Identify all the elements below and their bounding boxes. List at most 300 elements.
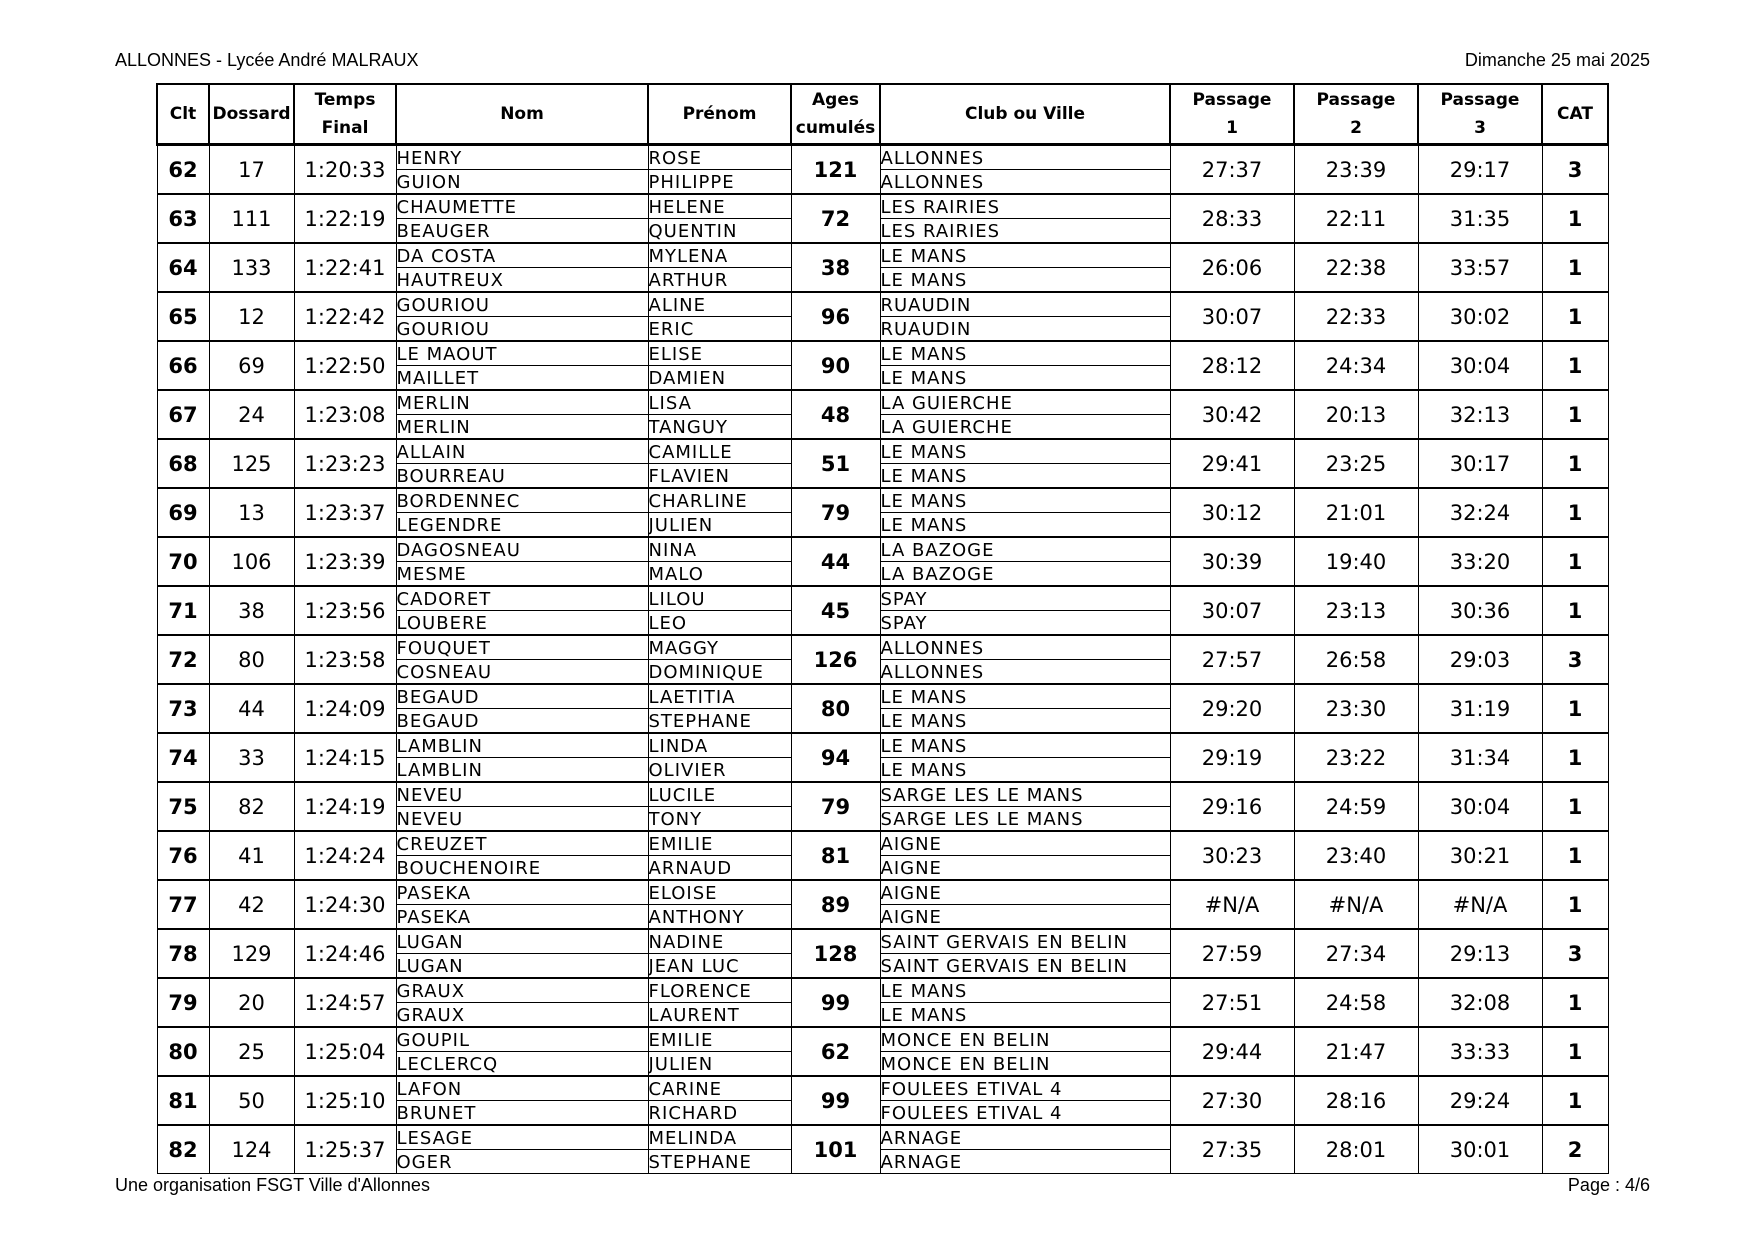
final-time-cell: 1:23:58 (294, 635, 396, 684)
first-name-cell: STEPHANE (648, 1150, 791, 1174)
last-name-cell: LEGENDRE (396, 513, 648, 538)
passage-2-cell: 24:58 (1294, 978, 1418, 1027)
passage-2-cell: 22:11 (1294, 194, 1418, 243)
club-cell: LE MANS (880, 978, 1170, 1003)
club-cell: LES RAIRIES (880, 194, 1170, 219)
club-cell: SAINT GERVAIS EN BELIN (880, 954, 1170, 979)
passage-3-cell: 29:24 (1418, 1076, 1542, 1125)
first-name-cell: EMILIE (648, 1027, 791, 1052)
first-name-cell: DOMINIQUE (648, 660, 791, 685)
table-body (157, 145, 1608, 1174)
last-name-cell: LAFON (396, 1076, 648, 1101)
passage-1-cell: 27:57 (1170, 635, 1294, 684)
cumulated-age-cell: 121 (791, 145, 880, 195)
col-header-ages: Ages cumulés (791, 84, 880, 145)
table-row (157, 1125, 1608, 1150)
last-name-cell: LUGAN (396, 929, 648, 954)
cumulated-age-cell: 81 (791, 831, 880, 880)
category-cell: 3 (1542, 145, 1608, 195)
last-name-cell: CHAUMETTE (396, 194, 648, 219)
cumulated-age-cell: 99 (791, 1076, 880, 1125)
final-time-cell: 1:22:50 (294, 341, 396, 390)
first-name-cell: HELENE (648, 194, 791, 219)
col-header-passage-1: Passage 1 (1170, 84, 1294, 145)
category-cell: 1 (1542, 586, 1608, 635)
dossard-cell: 124 (209, 1125, 294, 1174)
passage-3-cell: 32:13 (1418, 390, 1542, 439)
club-cell: LE MANS (880, 684, 1170, 709)
passage-2-cell: 23:22 (1294, 733, 1418, 782)
category-cell: 1 (1542, 1027, 1608, 1076)
col-header-temps: Temps Final (294, 84, 396, 145)
first-name-cell: ERIC (648, 317, 791, 342)
final-time-cell: 1:23:39 (294, 537, 396, 586)
passage-1-cell: 29:44 (1170, 1027, 1294, 1076)
table-row (157, 145, 1608, 170)
passage-3-cell: 33:20 (1418, 537, 1542, 586)
first-name-cell: MALO (648, 562, 791, 587)
last-name-cell: CREUZET (396, 831, 648, 856)
last-name-cell: DAGOSNEAU (396, 537, 648, 562)
last-name-cell: GOUPIL (396, 1027, 648, 1052)
club-cell: RUAUDIN (880, 292, 1170, 317)
last-name-cell: BRUNET (396, 1101, 648, 1126)
category-cell: 1 (1542, 733, 1608, 782)
last-name-cell: BORDENNEC (396, 488, 648, 513)
dossard-cell: 41 (209, 831, 294, 880)
club-cell: LE MANS (880, 243, 1170, 268)
passage-2-cell: 23:30 (1294, 684, 1418, 733)
club-cell: LE MANS (880, 758, 1170, 783)
first-name-cell: CARINE (648, 1076, 791, 1101)
first-name-cell: LINDA (648, 733, 791, 758)
cumulated-age-cell: 62 (791, 1027, 880, 1076)
final-time-cell: 1:23:23 (294, 439, 396, 488)
club-cell: LA GUIERCHE (880, 415, 1170, 440)
cumulated-age-cell: 79 (791, 488, 880, 537)
passage-2-cell: 23:40 (1294, 831, 1418, 880)
rank-cell: 72 (157, 635, 209, 684)
category-cell: 1 (1542, 880, 1608, 929)
category-cell: 3 (1542, 929, 1608, 978)
last-name-cell: NEVEU (396, 807, 648, 832)
club-cell: LA BAZOGE (880, 537, 1170, 562)
col-header-clt: Clt (157, 84, 209, 145)
passage-3-cell: 32:08 (1418, 978, 1542, 1027)
passage-2-cell: 22:33 (1294, 292, 1418, 341)
club-cell: LE MANS (880, 709, 1170, 734)
last-name-cell: ALLAIN (396, 439, 648, 464)
first-name-cell: OLIVIER (648, 758, 791, 783)
first-name-cell: JULIEN (648, 513, 791, 538)
category-cell: 1 (1542, 782, 1608, 831)
passage-1-cell: #N/A (1170, 880, 1294, 929)
first-name-cell: ARNAUD (648, 856, 791, 881)
club-cell: LE MANS (880, 366, 1170, 391)
first-name-cell: LEO (648, 611, 791, 636)
passage-1-cell: 27:59 (1170, 929, 1294, 978)
last-name-cell: PASEKA (396, 905, 648, 930)
last-name-cell: OGER (396, 1150, 648, 1174)
rank-cell: 73 (157, 684, 209, 733)
club-cell: AIGNE (880, 880, 1170, 905)
table-row (157, 733, 1608, 758)
passage-2-cell: 20:13 (1294, 390, 1418, 439)
final-time-cell: 1:24:19 (294, 782, 396, 831)
table-row (157, 341, 1608, 366)
last-name-cell: CADORET (396, 586, 648, 611)
passage-2-cell: 21:01 (1294, 488, 1418, 537)
rank-cell: 76 (157, 831, 209, 880)
passage-1-cell: 28:33 (1170, 194, 1294, 243)
dossard-cell: 24 (209, 390, 294, 439)
cumulated-age-cell: 89 (791, 880, 880, 929)
club-cell: ARNAGE (880, 1125, 1170, 1150)
club-cell: LE MANS (880, 439, 1170, 464)
cumulated-age-cell: 126 (791, 635, 880, 684)
club-cell: ALLONNES (880, 145, 1170, 170)
rank-cell: 79 (157, 978, 209, 1027)
last-name-cell: MERLIN (396, 390, 648, 415)
col-header-passage-3: Passage 3 (1418, 84, 1542, 145)
club-cell: SAINT GERVAIS EN BELIN (880, 929, 1170, 954)
dossard-cell: 50 (209, 1076, 294, 1125)
club-cell: ALLONNES (880, 170, 1170, 195)
passage-1-cell: 27:35 (1170, 1125, 1294, 1174)
col-header-cat: CAT (1542, 84, 1608, 145)
final-time-cell: 1:24:30 (294, 880, 396, 929)
table-row (157, 978, 1608, 1003)
category-cell: 1 (1542, 684, 1608, 733)
header-date: Dimanche 25 mai 2025 (1464, 50, 1650, 70)
category-cell: 1 (1542, 341, 1608, 390)
passage-3-cell: 31:35 (1418, 194, 1542, 243)
passage-3-cell: 29:13 (1418, 929, 1542, 978)
table-row (157, 537, 1608, 562)
passage-2-cell: 22:38 (1294, 243, 1418, 292)
club-cell: FOULEES ETIVAL 4 (880, 1101, 1170, 1126)
first-name-cell: ELISE (648, 341, 791, 366)
dossard-cell: 25 (209, 1027, 294, 1076)
footer-page-number: Page : 4/6 (1567, 1175, 1650, 1195)
last-name-cell: FOUQUET (396, 635, 648, 660)
cumulated-age-cell: 38 (791, 243, 880, 292)
first-name-cell: PHILIPPE (648, 170, 791, 195)
rank-cell: 77 (157, 880, 209, 929)
club-cell: MONCE EN BELIN (880, 1027, 1170, 1052)
category-cell: 2 (1542, 1125, 1608, 1174)
dossard-cell: 12 (209, 292, 294, 341)
first-name-cell: MAGGY (648, 635, 791, 660)
last-name-cell: DA COSTA (396, 243, 648, 268)
passage-3-cell: 31:19 (1418, 684, 1542, 733)
passage-1-cell: 27:30 (1170, 1076, 1294, 1125)
passage-3-cell: 30:04 (1418, 782, 1542, 831)
dossard-cell: 69 (209, 341, 294, 390)
table-header (157, 84, 1608, 145)
rank-cell: 69 (157, 488, 209, 537)
first-name-cell: LAURENT (648, 1003, 791, 1028)
dossard-cell: 33 (209, 733, 294, 782)
first-name-cell: QUENTIN (648, 219, 791, 244)
club-cell: ARNAGE (880, 1150, 1170, 1174)
first-name-cell: FLORENCE (648, 978, 791, 1003)
first-name-cell: LUCILE (648, 782, 791, 807)
first-name-cell: MYLENA (648, 243, 791, 268)
passage-3-cell: #N/A (1418, 880, 1542, 929)
passage-2-cell: 26:58 (1294, 635, 1418, 684)
rank-cell: 63 (157, 194, 209, 243)
final-time-cell: 1:20:33 (294, 145, 396, 195)
passage-2-cell: 23:13 (1294, 586, 1418, 635)
dossard-cell: 129 (209, 929, 294, 978)
club-cell: AIGNE (880, 831, 1170, 856)
club-cell: LE MANS (880, 733, 1170, 758)
final-time-cell: 1:22:42 (294, 292, 396, 341)
table-row (157, 292, 1608, 317)
last-name-cell: GRAUX (396, 978, 648, 1003)
dossard-cell: 38 (209, 586, 294, 635)
final-time-cell: 1:22:19 (294, 194, 396, 243)
last-name-cell: GOURIOU (396, 292, 648, 317)
dossard-cell: 125 (209, 439, 294, 488)
passage-1-cell: 29:41 (1170, 439, 1294, 488)
first-name-cell: ARTHUR (648, 268, 791, 293)
category-cell: 1 (1542, 194, 1608, 243)
passage-3-cell: 30:21 (1418, 831, 1542, 880)
last-name-cell: BEAUGER (396, 219, 648, 244)
last-name-cell: BOURREAU (396, 464, 648, 489)
first-name-cell: CAMILLE (648, 439, 791, 464)
cumulated-age-cell: 51 (791, 439, 880, 488)
first-name-cell: LISA (648, 390, 791, 415)
cumulated-age-cell: 90 (791, 341, 880, 390)
col-header-passage-2: Passage 2 (1294, 84, 1418, 145)
club-cell: ALLONNES (880, 660, 1170, 685)
last-name-cell: GRAUX (396, 1003, 648, 1028)
table-row (157, 1027, 1608, 1052)
rank-cell: 68 (157, 439, 209, 488)
final-time-cell: 1:23:08 (294, 390, 396, 439)
table-row (157, 390, 1608, 415)
table-row (157, 635, 1608, 660)
table-row (157, 243, 1608, 268)
passage-1-cell: 30:23 (1170, 831, 1294, 880)
table-row (157, 831, 1608, 856)
table-row (157, 929, 1608, 954)
passage-3-cell: 31:34 (1418, 733, 1542, 782)
last-name-cell: LECLERCQ (396, 1052, 648, 1077)
rank-cell: 67 (157, 390, 209, 439)
category-cell: 1 (1542, 978, 1608, 1027)
club-cell: ALLONNES (880, 635, 1170, 660)
passage-3-cell: 30:04 (1418, 341, 1542, 390)
footer-organisation: Une organisation FSGT Ville d'Allonnes (115, 1175, 430, 1195)
dossard-cell: 111 (209, 194, 294, 243)
dossard-cell: 13 (209, 488, 294, 537)
first-name-cell: LILOU (648, 586, 791, 611)
last-name-cell: LESAGE (396, 1125, 648, 1150)
first-name-cell: LAETITIA (648, 684, 791, 709)
first-name-cell: JULIEN (648, 1052, 791, 1077)
last-name-cell: LE MAOUT (396, 341, 648, 366)
first-name-cell: EMILIE (648, 831, 791, 856)
category-cell: 1 (1542, 390, 1608, 439)
club-cell: RUAUDIN (880, 317, 1170, 342)
first-name-cell: MELINDA (648, 1125, 791, 1150)
category-cell: 1 (1542, 537, 1608, 586)
col-header-nom: Nom (396, 84, 648, 145)
passage-2-cell: 24:34 (1294, 341, 1418, 390)
rank-cell: 65 (157, 292, 209, 341)
club-cell: SPAY (880, 611, 1170, 636)
table-row (157, 880, 1608, 905)
first-name-cell: DAMIEN (648, 366, 791, 391)
first-name-cell: NADINE (648, 929, 791, 954)
category-cell: 1 (1542, 1076, 1608, 1125)
first-name-cell: ALINE (648, 292, 791, 317)
first-name-cell: JEAN LUC (648, 954, 791, 979)
club-cell: LA GUIERCHE (880, 390, 1170, 415)
last-name-cell: NEVEU (396, 782, 648, 807)
final-time-cell: 1:22:41 (294, 243, 396, 292)
results-table (156, 83, 1609, 1174)
last-name-cell: BEGAUD (396, 684, 648, 709)
first-name-cell: TANGUY (648, 415, 791, 440)
last-name-cell: COSNEAU (396, 660, 648, 685)
rank-cell: 80 (157, 1027, 209, 1076)
rank-cell: 75 (157, 782, 209, 831)
category-cell: 1 (1542, 488, 1608, 537)
table-row (157, 782, 1608, 807)
table-row (157, 586, 1608, 611)
final-time-cell: 1:25:37 (294, 1125, 396, 1174)
passage-2-cell: 28:01 (1294, 1125, 1418, 1174)
club-cell: LE MANS (880, 513, 1170, 538)
club-cell: LE MANS (880, 1003, 1170, 1028)
last-name-cell: HAUTREUX (396, 268, 648, 293)
last-name-cell: LAMBLIN (396, 733, 648, 758)
club-cell: SARGE LES LE MANS (880, 782, 1170, 807)
col-header-dossard: Dossard (209, 84, 294, 145)
cumulated-age-cell: 94 (791, 733, 880, 782)
club-cell: SPAY (880, 586, 1170, 611)
first-name-cell: RICHARD (648, 1101, 791, 1126)
cumulated-age-cell: 72 (791, 194, 880, 243)
first-name-cell: FLAVIEN (648, 464, 791, 489)
final-time-cell: 1:23:37 (294, 488, 396, 537)
club-cell: LE MANS (880, 268, 1170, 293)
passage-3-cell: 30:36 (1418, 586, 1542, 635)
passage-2-cell: 24:59 (1294, 782, 1418, 831)
passage-2-cell: 21:47 (1294, 1027, 1418, 1076)
passage-1-cell: 29:16 (1170, 782, 1294, 831)
dossard-cell: 80 (209, 635, 294, 684)
passage-3-cell: 33:33 (1418, 1027, 1542, 1076)
passage-1-cell: 27:37 (1170, 145, 1294, 195)
cumulated-age-cell: 101 (791, 1125, 880, 1174)
first-name-cell: ELOISE (648, 880, 791, 905)
table-row (157, 439, 1608, 464)
last-name-cell: LUGAN (396, 954, 648, 979)
club-cell: AIGNE (880, 905, 1170, 930)
passage-1-cell: 30:12 (1170, 488, 1294, 537)
last-name-cell: MAILLET (396, 366, 648, 391)
rank-cell: 78 (157, 929, 209, 978)
last-name-cell: GOURIOU (396, 317, 648, 342)
col-header-club: Club ou Ville (880, 84, 1170, 145)
table-row (157, 194, 1608, 219)
cumulated-age-cell: 128 (791, 929, 880, 978)
club-cell: SARGE LES LE MANS (880, 807, 1170, 832)
category-cell: 1 (1542, 292, 1608, 341)
cumulated-age-cell: 48 (791, 390, 880, 439)
dossard-cell: 133 (209, 243, 294, 292)
category-cell: 3 (1542, 635, 1608, 684)
cumulated-age-cell: 80 (791, 684, 880, 733)
header-title: ALLONNES - Lycée André MALRAUX (115, 50, 419, 70)
cumulated-age-cell: 44 (791, 537, 880, 586)
first-name-cell: CHARLINE (648, 488, 791, 513)
club-cell: FOULEES ETIVAL 4 (880, 1076, 1170, 1101)
table-row (157, 1076, 1608, 1101)
rank-cell: 82 (157, 1125, 209, 1174)
passage-3-cell: 30:01 (1418, 1125, 1542, 1174)
dossard-cell: 82 (209, 782, 294, 831)
passage-3-cell: 30:02 (1418, 292, 1542, 341)
rank-cell: 71 (157, 586, 209, 635)
rank-cell: 66 (157, 341, 209, 390)
club-cell: MONCE EN BELIN (880, 1052, 1170, 1077)
final-time-cell: 1:24:24 (294, 831, 396, 880)
passage-1-cell: 27:51 (1170, 978, 1294, 1027)
final-time-cell: 1:25:10 (294, 1076, 396, 1125)
table-row (157, 488, 1608, 513)
passage-1-cell: 26:06 (1170, 243, 1294, 292)
last-name-cell: BOUCHENOIRE (396, 856, 648, 881)
club-cell: LE MANS (880, 464, 1170, 489)
passage-1-cell: 30:07 (1170, 586, 1294, 635)
rank-cell: 70 (157, 537, 209, 586)
final-time-cell: 1:23:56 (294, 586, 396, 635)
last-name-cell: MERLIN (396, 415, 648, 440)
cumulated-age-cell: 96 (791, 292, 880, 341)
cumulated-age-cell: 99 (791, 978, 880, 1027)
passage-2-cell: 19:40 (1294, 537, 1418, 586)
table-row (157, 684, 1608, 709)
dossard-cell: 20 (209, 978, 294, 1027)
col-header-prenom: Prénom (648, 84, 791, 145)
passage-2-cell: 28:16 (1294, 1076, 1418, 1125)
final-time-cell: 1:24:57 (294, 978, 396, 1027)
dossard-cell: 17 (209, 145, 294, 195)
final-time-cell: 1:24:09 (294, 684, 396, 733)
passage-1-cell: 29:20 (1170, 684, 1294, 733)
last-name-cell: LAMBLIN (396, 758, 648, 783)
club-cell: LA BAZOGE (880, 562, 1170, 587)
last-name-cell: MESME (396, 562, 648, 587)
dossard-cell: 44 (209, 684, 294, 733)
first-name-cell: ROSE (648, 145, 791, 170)
first-name-cell: ANTHONY (648, 905, 791, 930)
rank-cell: 81 (157, 1076, 209, 1125)
cumulated-age-cell: 79 (791, 782, 880, 831)
dossard-cell: 106 (209, 537, 294, 586)
cumulated-age-cell: 45 (791, 586, 880, 635)
passage-1-cell: 30:42 (1170, 390, 1294, 439)
dossard-cell: 42 (209, 880, 294, 929)
last-name-cell: GUION (396, 170, 648, 195)
